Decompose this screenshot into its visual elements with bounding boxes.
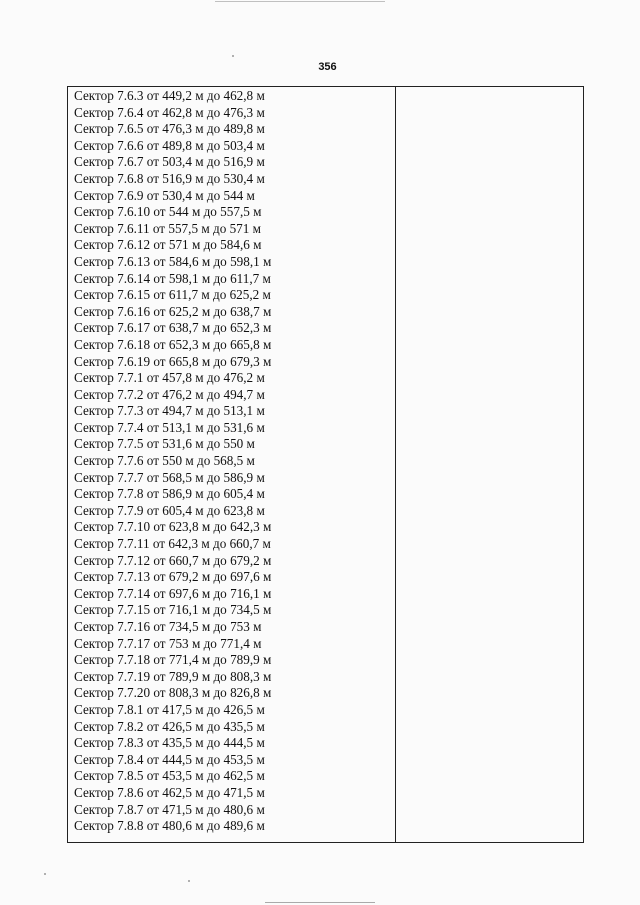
table-row: Сектор 7.6.12 от 571 м до 584,6 м: [74, 237, 262, 253]
table-row: Сектор 7.7.14 от 697,6 м до 716,1 м: [74, 585, 272, 601]
table-row: Сектор 7.8.1 от 417,5 м до 426,5 м: [74, 701, 265, 717]
table-row: Сектор 7.7.18 от 771,4 м до 789,9 м: [74, 652, 272, 668]
table-row: Сектор 7.8.7 от 471,5 м до 480,6 м: [74, 801, 265, 817]
table-row: Сектор 7.7.6 от 550 м до 568,5 м: [74, 453, 255, 469]
table-row: Сектор 7.7.13 от 679,2 м до 697,6 м: [74, 569, 272, 585]
table-row: Сектор 7.6.16 от 625,2 м до 638,7 м: [74, 303, 272, 319]
table-row: Сектор 7.7.5 от 531,6 м до 550 м: [74, 436, 255, 452]
table-row: Сектор 7.6.4 от 462,8 м до 476,3 м: [74, 104, 265, 120]
table-row: Сектор 7.7.12 от 660,7 м до 679,2 м: [74, 552, 272, 568]
table-row: Сектор 7.6.18 от 652,3 м до 665,8 м: [74, 336, 272, 352]
table-row: Сектор 7.6.15 от 611,7 м до 625,2 м: [74, 287, 271, 303]
table-row: Сектор 7.6.8 от 516,9 м до 530,4 м: [74, 170, 265, 186]
table-row: Сектор 7.8.5 от 453,5 м до 462,5 м: [74, 768, 265, 784]
table-row: Сектор 7.6.11 от 557,5 м до 571 м: [74, 220, 262, 236]
scan-edge-top: [215, 1, 385, 2]
table-row: Сектор 7.7.2 от 476,2 м до 494,7 м: [74, 386, 265, 402]
table-row: Сектор 7.8.2 от 426,5 м до 435,5 м: [74, 718, 265, 734]
scan-speck: [44, 873, 46, 875]
table-row: Сектор 7.6.5 от 476,3 м до 489,8 м: [74, 121, 265, 137]
table-row: Сектор 7.7.15 от 716,1 м до 734,5 м: [74, 602, 272, 618]
sector-list: [74, 88, 271, 835]
column-divider: [395, 87, 396, 842]
table-row: Сектор 7.7.10 от 623,8 м до 642,3 м: [74, 519, 272, 535]
table-row: Сектор 7.7.16 от 734,5 м до 753 м: [74, 619, 262, 634]
table-row: Сектор 7.7.8 от 586,9 м до 605,4 м: [74, 486, 265, 502]
table-row: Сектор 7.7.7 от 568,5 м до 586,9 м: [74, 469, 265, 485]
table-row: Сектор 7.8.6 от 462,5 м до 471,5 м: [74, 784, 265, 800]
table-row: Сектор 7.6.19 от 665,8 м до 679,3 м: [74, 353, 272, 369]
table-row: Сектор 7.6.14 от 598,1 м до 611,7 м: [74, 270, 271, 286]
table-row: Сектор 7.6.10 от 544 м до 557,5 м: [74, 204, 262, 220]
table-row: Сектор 7.6.9 от 530,4 м до 544 м: [74, 187, 255, 203]
table-row: Сектор 7.8.8 от 480,6 м до 489,6 м: [74, 818, 265, 834]
table-row: Сектор 7.7.17 от 753 м до 771,4 м: [74, 635, 262, 651]
table-row: Сектор 7.7.1 от 457,8 м до 476,2 м: [74, 370, 265, 386]
table-row: Сектор 7.6.3 от 449,2 м до 462,8 м: [74, 88, 265, 103]
table-row: Сектор 7.8.4 от 444,5 м до 453,5 м: [74, 751, 265, 767]
table-row: Сектор 7.8.3 от 435,5 м до 444,5 м: [74, 735, 265, 751]
table-row: Сектор 7.7.19 от 789,9 м до 808,3 м: [74, 668, 272, 684]
page-number: 356: [318, 61, 337, 73]
table-row: Сектор 7.7.11 от 642,3 м до 660,7 м: [74, 536, 271, 552]
table-row: Сектор 7.6.6 от 489,8 м до 503,4 м: [74, 137, 265, 153]
table-row: Сектор 7.7.4 от 513,1 м до 531,6 м: [74, 419, 265, 435]
scan-edge-bottom: [265, 902, 375, 903]
table-row: Сектор 7.7.3 от 494,7 м до 513,1 м: [74, 403, 265, 419]
table-row: Сектор 7.6.7 от 503,4 м до 516,9 м: [74, 154, 265, 170]
scan-speck: [188, 880, 190, 882]
table-row: Сектор 7.7.9 от 605,4 м до 623,8 м: [74, 502, 265, 518]
scan-speck: [232, 55, 234, 57]
table-row: Сектор 7.6.13 от 584,6 м до 598,1 м: [74, 253, 272, 269]
table-row: Сектор 7.7.20 от 808,3 м до 826,8 м: [74, 685, 272, 701]
table-row: Сектор 7.6.17 от 638,7 м до 652,3 м: [74, 320, 272, 336]
sector-table: [67, 86, 584, 843]
